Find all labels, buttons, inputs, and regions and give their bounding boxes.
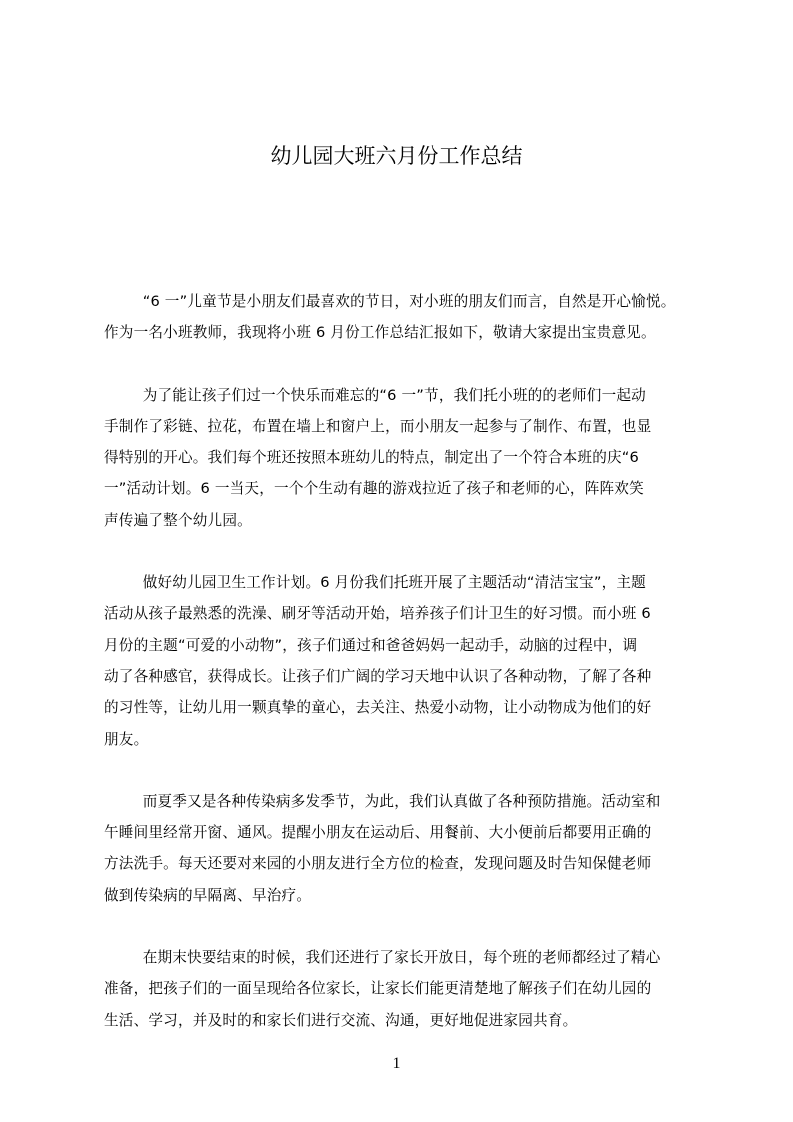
paragraph-5 — [104, 942, 714, 1036]
text-line: 作为一名小班教师，我现将小班 6 月份工作总结汇报如下，敬请大家提出宝贵意见。 — [104, 324, 656, 342]
text-line: 朋友。 — [104, 730, 149, 748]
text-line: 活动从孩子最熟悉的洗澡、刷牙等活动开始，培养孩子们计卫生的好习惯。而小班 6 — [104, 605, 651, 623]
document-body — [104, 286, 714, 1067]
text-line: 月份的主题“可爱的小动物”，孩子们通过和爸爸妈妈一起动手，动脑的过程中，调 — [104, 636, 638, 654]
text-line: 午睡间里经常开窗、通风。提醒小朋友在运动后、用餐前、大小便前后都要用正确的 — [104, 824, 652, 842]
text-line: 做好幼儿园卫生工作计划。6 月份我们托班开展了主题活动“清洁宝宝”，主题 — [104, 574, 646, 592]
text-line: 方法洗手。每天还要对来园的小朋友进行全方位的检查，发现问题及时告知保健老师 — [104, 855, 652, 873]
paragraph-1 — [104, 286, 714, 349]
page-title: 幼儿园大班六月份工作总结 — [270, 144, 523, 168]
text-line: “6 一”儿童节是小朋友们最喜欢的节日，对小班的朋友们而言，自然是开心愉悦。 — [104, 293, 676, 310]
text-line: 在期末快要结束的时候，我们还进行了家长开放日，每个班的老师都经过了精心 — [104, 949, 661, 967]
text-line: 而夏季又是各种传染病多发季节，为此，我们认真做了各种预防措施。活动室和 — [104, 792, 661, 810]
text-line: 为了能让孩子们过一个快乐而难忘的“6 一”节，我们托小班的的老师们一起动 — [104, 386, 646, 404]
text-line: 生活、学习，并及时的和家长们进行交流、沟通，更好地促进家园共育。 — [104, 1011, 578, 1029]
paragraph-4 — [104, 786, 714, 911]
paragraph-3 — [104, 567, 714, 755]
text-line: 得特别的开心。我们每个班还按照本班幼儿的特点，制定出了一个符合本班的庆“6 — [104, 449, 640, 467]
text-line: 准备，把孩子们的一面呈现给各位家长，让家长们能更清楚地了解孩子们在幼儿园的 — [104, 980, 652, 998]
text-line: 动了各种感官，获得成长。让孩子们广阔的学习天地中认识了各种动物，了解了各种 — [104, 667, 652, 685]
text-line: 一”活动计划。6 一当天，一个个生动有趣的游戏拉近了孩子和老师的心，阵阵欢笑 — [104, 480, 644, 498]
text-line: 的习性等，让幼儿用一颗真挚的童心，去关注、热爱小动物，让小动物成为他们的好 — [104, 699, 652, 717]
text-line: 手制作了彩链、拉花，布置在墙上和窗户上，而小朋友一起参与了制作、布置，也显 — [104, 417, 652, 435]
text-line: 声传遍了整个幼儿园。 — [104, 511, 252, 529]
paragraph-2 — [104, 380, 714, 536]
page-number: 1 — [392, 1055, 401, 1072]
text-line: 做到传染病的早隔离、早治疗。 — [104, 886, 312, 904]
